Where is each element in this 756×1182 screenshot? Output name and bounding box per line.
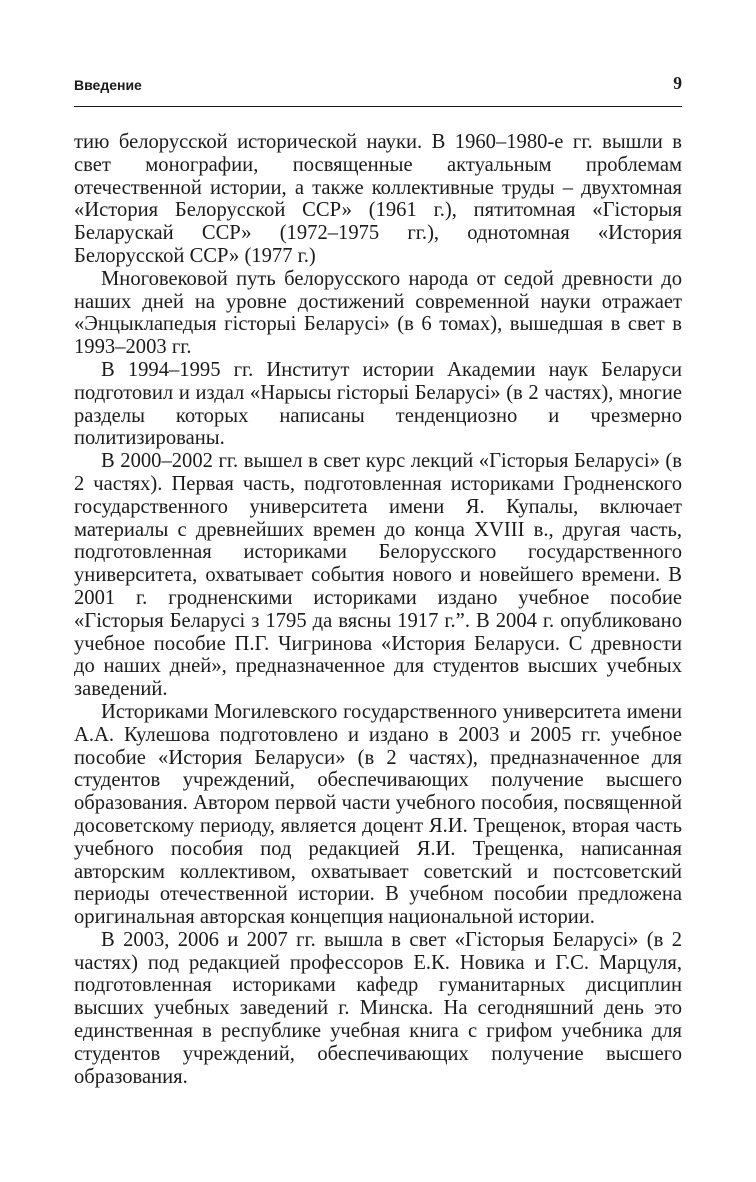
header-rule bbox=[74, 106, 682, 107]
paragraph: В 2000–2002 гг. вышел в свет курс лекций «Гісторыя Беларусі» (в 2 частях). Первая часть, подготовленная историками Гродненского государственного университета имени Я. Купалы, включает материалы с древнейших времен до конца XVIII в., другая часть, подготовленная историками Белорусского государственного университета, охватывает события нового и новейшего времени. В 2001 г. гродненскими историками издано учебное пособие «Гісторыя Беларусі з 1795 да вясны 1917 г.”. В 2004 г. опубликовано учебное пособие П.Г. Чигринова «История Беларуси. С древности до наших дней», предназначенное для студентов высших учебных заведений. bbox=[74, 450, 682, 701]
paragraph: Историками Могилевского государственного университета имени А.А. Кулешова подготовлено и издано в 2003 и 2005 гг. учебное пособие «История Беларуси» (в 2 частях), предназначенное для студентов учреждений, обеспечивающих получение высшего образования. Автором первой части учебного пособия, посвященной досоветскому периоду, является доцент Я.И. Трещенок, вторая часть учебного пособия под редакцией Я.И. Трещенка, написанная авторским коллективом, охватывает советский и постсоветский периоды отечественной истории. В учебном пособии предложена оригинальная авторская концепция национальной истории. bbox=[74, 700, 682, 929]
paragraph-continuation: тию белорусской исторической науки. В 1960–1980-е гг. вышли в свет монографии, посвященные актуальным проблемам отечественной истории, а также коллективные труды – двухтомная «История Белорусской ССР» (1961 г.), пятитомная «Гісторыя Беларускай ССР» (1972–1975 гг.), однотомная «История Белорусской ССР» (1977 г.) bbox=[74, 131, 682, 267]
paragraph: В 2003, 2006 и 2007 гг. вышла в свет «Гісторыя Беларусі» (в 2 частях) под редакцией профессоров Е.К. Новика и Г.С. Марцуля, подготовленная историками кафедр гуманитарных дисциплин высших учебных заведений г. Минска. На сегодняшний день это единственная в республике учебная книга с грифом учебника для студентов учреждений, обеспечивающих получение высшего образования. bbox=[74, 928, 682, 1088]
paragraph: Многовековой путь белорусского народа от седой древности до наших дней на уровне достижений современной науки отражает «Энцыклапедыя гісторыі Беларусі» (в 6 томах), вышедшая в свет в 1993–2003 гг. bbox=[74, 267, 682, 359]
page-number: 9 bbox=[673, 73, 682, 93]
body-text bbox=[74, 131, 682, 1088]
running-header bbox=[74, 70, 682, 100]
paragraph: В 1994–1995 гг. Институт истории Академии наук Беларуси подготовил и издал «Нарысы гісторыі Беларусі» (в 2 частях), многие разделы которых написаны тенденциозно и чрезмерно политизированы. bbox=[74, 358, 682, 450]
chapter-title: Введение bbox=[74, 77, 142, 93]
